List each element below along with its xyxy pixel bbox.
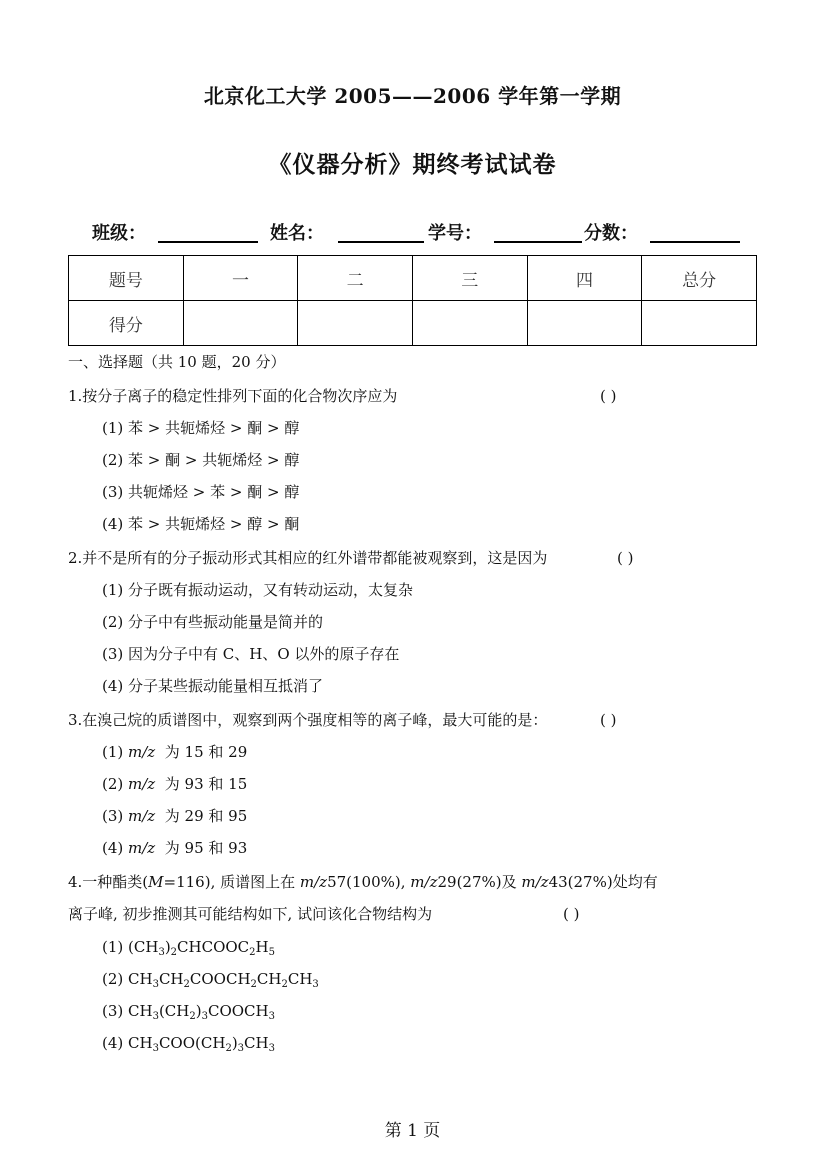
student-info-line xyxy=(92,219,752,249)
class-blank[interactable] xyxy=(158,241,258,243)
student-id-label: 学号： xyxy=(428,223,482,244)
table-header-cell: 三 xyxy=(412,256,527,301)
option-value: 为 15 和 29 xyxy=(164,743,248,761)
question-1-option: (3) 共轭烯烃 > 苯 > 酮 > 醇 xyxy=(102,483,300,501)
question-3-answer-paren[interactable]: ( ) xyxy=(600,711,617,729)
question-1-option: (1) 苯 > 共轭烯烃 > 酮 > 醇 xyxy=(102,419,300,437)
question-2-option: (3) 因为分子中有 C、H、O 以外的原子存在 xyxy=(102,645,400,663)
stem-text: 4.一种酯类( xyxy=(68,873,149,891)
question-3-option xyxy=(102,742,247,762)
question-1-stem: 1.按分子离子的稳定性排列下面的化合物次序应为 xyxy=(68,387,398,405)
question-2-option: (2) 分子中有些振动能量是简并的 xyxy=(102,613,324,631)
question-4-option: (1) $(CH_3)_2CHCOOC_2H_5$ xyxy=(102,938,275,958)
question-4-option: (2) $CH_3CH_2COOCH_2CH_2CH_3$ xyxy=(102,970,319,990)
question-3-option xyxy=(102,806,247,826)
question-4-option: (4) $CH_3COO(CH_2)_3CH_3$ xyxy=(102,1034,275,1054)
question-4-answer-paren[interactable]: ( ) xyxy=(563,905,580,923)
name-label: 姓名： xyxy=(270,223,324,244)
table-header-cell: 二 xyxy=(298,256,413,301)
table-header-cell: 四 xyxy=(527,256,642,301)
question-4-stem-line2: 离子峰, 初步推测其可能结构如下, 试问该化合物结构为 xyxy=(68,905,433,923)
score-label: 分数： xyxy=(584,223,638,244)
score-cell[interactable] xyxy=(412,301,527,346)
mz-symbol: m/z xyxy=(128,775,156,793)
mz-symbol: m/z xyxy=(410,873,438,891)
option-value: 为 95 和 93 xyxy=(164,839,248,857)
table-header-cell: 题号 xyxy=(69,256,184,301)
question-2-option: (4) 分子某些振动能量相互抵消了 xyxy=(102,677,324,695)
question-1-option: (2) 苯 > 酮 > 共轭烯烃 > 醇 xyxy=(102,451,300,469)
score-table-score-row xyxy=(69,301,757,346)
table-header-cell: 一 xyxy=(183,256,298,301)
question-1-option: (4) 苯 > 共轭烯烃 > 醇 > 酮 xyxy=(102,515,300,533)
stem-text: 29(27%)及 xyxy=(437,873,522,891)
score-cell[interactable] xyxy=(527,301,642,346)
question-1-answer-paren[interactable]: ( ) xyxy=(600,387,617,405)
option-number: (3) xyxy=(102,807,124,825)
option-number: (1) xyxy=(102,743,124,761)
score-blank[interactable] xyxy=(650,241,740,243)
score-table-header-row xyxy=(69,256,757,301)
mz-symbol: m/z xyxy=(128,839,156,857)
stem-text: 43(27%)处均有 xyxy=(548,873,658,891)
table-header-cell: 总分 xyxy=(642,256,757,301)
molar-mass-symbol: M xyxy=(148,873,164,891)
question-2-answer-paren[interactable]: ( ) xyxy=(617,549,634,567)
student-id-blank[interactable] xyxy=(494,241,582,243)
stem-text: =116), 质谱图上在 xyxy=(163,873,300,891)
question-3-option xyxy=(102,838,247,858)
score-cell[interactable] xyxy=(642,301,757,346)
question-2-stem: 2.并不是所有的分子振动形式其相应的红外谱带都能被观察到，这是因为 xyxy=(68,549,548,567)
university-term-title: 北京化工大学 2005——2006 学年第一学期 xyxy=(203,84,622,108)
page-number: 第 1 页 xyxy=(384,1121,441,1141)
score-row-label: 得分 xyxy=(69,301,184,346)
question-2-option: (1) 分子既有振动运动，又有转动运动，太复杂 xyxy=(102,581,414,599)
question-3-stem: 3.在溴己烷的质谱图中，观察到两个强度相等的离子峰，最大可能的是： xyxy=(68,711,548,729)
option-number: (2) xyxy=(102,775,124,793)
class-label: 班级： xyxy=(92,223,146,244)
score-cell[interactable] xyxy=(183,301,298,346)
option-value: 为 29 和 95 xyxy=(164,807,248,825)
question-4-stem xyxy=(68,872,658,892)
question-3-option xyxy=(102,774,247,794)
score-cell[interactable] xyxy=(298,301,413,346)
mz-symbol: m/z xyxy=(299,873,328,891)
question-4-option: (3) $CH_3(CH_2)_3COOCH_3$ xyxy=(102,1002,275,1022)
score-table xyxy=(68,255,757,346)
option-value: 为 93 和 15 xyxy=(164,775,248,793)
name-blank[interactable] xyxy=(338,241,424,243)
exam-title: 《仪器分析》期终考试试卷 xyxy=(268,151,557,178)
option-number: (4) xyxy=(102,839,124,857)
section-heading: 一、选择题（共 10 题，20 分） xyxy=(68,353,286,371)
mz-symbol: m/z xyxy=(128,743,156,761)
mz-symbol: m/z xyxy=(521,873,549,891)
mz-symbol: m/z xyxy=(128,807,156,825)
stem-text: 57(100%), xyxy=(327,873,411,891)
